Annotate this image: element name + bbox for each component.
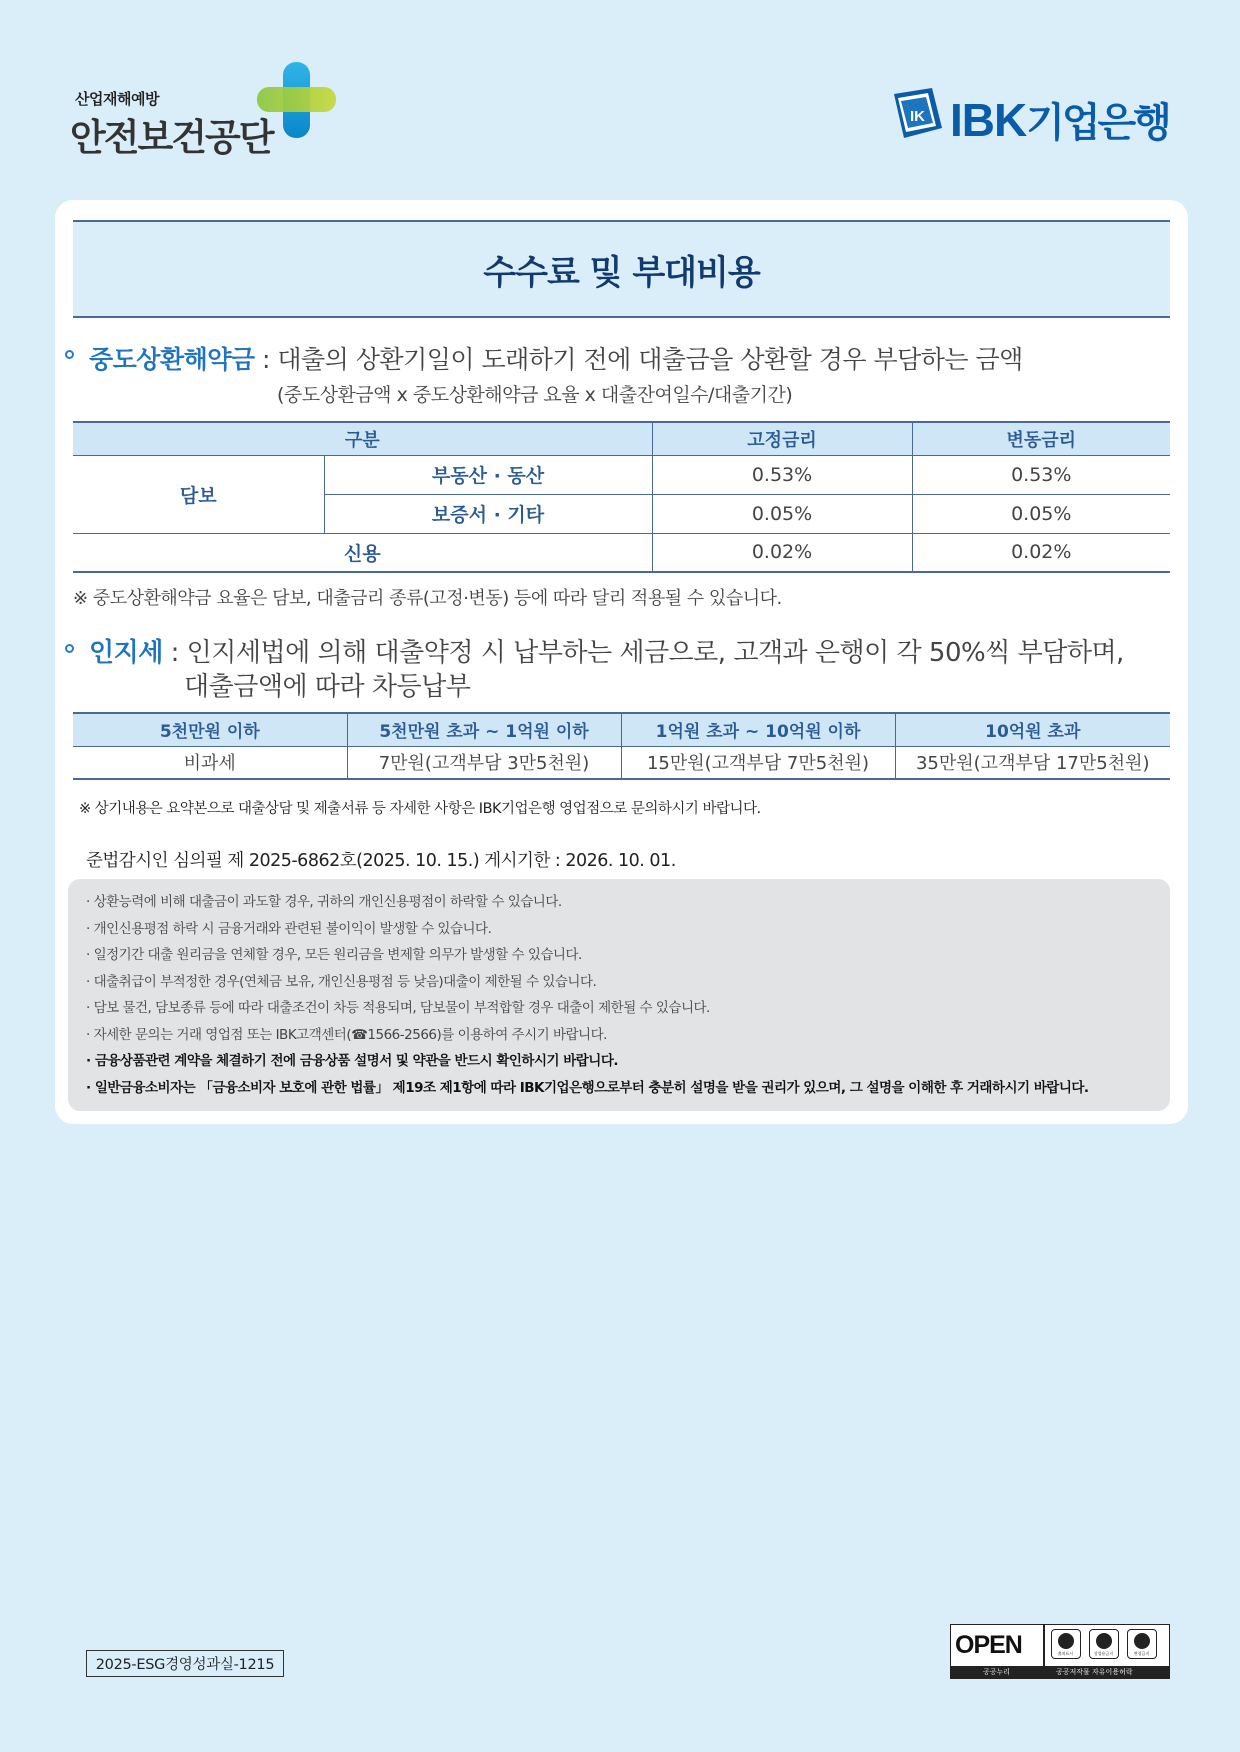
- prepayment-description: : 대출의 상환기일이 도래하기 전에 대출금을 상환할 경우 부담하는 금액: [254, 345, 1023, 374]
- bullet-circle-icon: [65, 350, 74, 359]
- header-category: 구분: [73, 422, 652, 455]
- cross-logo-icon: [253, 62, 343, 142]
- table-row: [73, 455, 1170, 494]
- warning-item: · 자세한 문의는 거래 영업점 또는 IBK고객센터(☎1566-2566)를 이용하여 주시기 바랍니다.: [86, 1026, 607, 1043]
- tax-value-tier-2: 7만원(고객부담 3만5천원): [347, 746, 621, 779]
- attribution-icon: 출처표시: [1051, 1629, 1081, 1659]
- row-label: 부동산 · 동산: [324, 455, 652, 494]
- warning-item-bold: · 금융상품관련 계약을 체결하기 전에 금융상품 설명서 및 약관을 반드시 확인하시기 바랍니다.: [86, 1053, 619, 1069]
- title-box: [73, 220, 1170, 318]
- header-variable-rate: 변동금리: [912, 422, 1170, 455]
- tax-value-tier-1: 비과세: [183, 753, 236, 775]
- stamp-tax-keyword: 인지세: [89, 638, 163, 668]
- variable-rate-value: 0.02%: [912, 533, 1170, 572]
- kosha-logo-subtitle: 산업재해예방: [75, 90, 159, 108]
- ibk-logo-latin: IBK: [950, 94, 1027, 146]
- no-commercial-icon: 상업용금지: [1089, 1629, 1119, 1659]
- stamp-tax-description: : 인지세법에 의해 대출약정 시 납부하는 세금으로, 고객과 은행이 각 50%씩 부담하며,: [162, 638, 1124, 668]
- summary-note: ※ 상기내용은 요약본으로 대출상담 및 제출서류 등 자세한 사항은 IBK기업은행 영업점으로 문의하시기 바랍니다.: [79, 801, 761, 817]
- kogl-left-caption: 공공누리: [983, 1668, 1011, 1676]
- table-header-row: [73, 713, 1170, 746]
- fee-card: [55, 200, 1188, 1124]
- header-tier-2: 5천만원 초과 ~ 1억원 이하: [347, 713, 621, 746]
- document-code: 2025-ESG경영성과실-1215: [86, 1650, 284, 1677]
- no-derivative-icon: 변경금지: [1127, 1629, 1157, 1659]
- header-tier-3: 1억원 초과 ~ 10억원 이하: [621, 713, 895, 746]
- stamp-tax-heading: [89, 632, 1124, 669]
- variable-rate-value: 0.05%: [912, 494, 1170, 533]
- header-tier-4: 10억원 초과: [895, 713, 1170, 746]
- kogl-open-label: OPEN: [955, 1631, 1022, 1659]
- table-row: [73, 533, 1170, 572]
- table-header-row: [73, 422, 1170, 455]
- page-title: 수수료 및 부대비용: [483, 252, 760, 293]
- prepayment-table: [73, 421, 1170, 573]
- kosha-logo-name: 안전보건공단: [70, 116, 273, 159]
- fixed-rate-value: 0.05%: [652, 494, 912, 533]
- warning-item: · 상환능력에 비해 대출금이 과도할 경우, 귀하의 개인신용평점이 하락할 수 있습니다.: [86, 894, 562, 910]
- warning-item: · 일정기간 대출 원리금을 연체할 경우, 모든 원리금을 변제할 의무가 발생할 수 있습니다.: [86, 947, 582, 963]
- compliance-review-line: 준법감시인 심의필 제 2025-6862호(2025. 10. 15.) 게시기한 : 2026. 10. 01.: [86, 851, 676, 871]
- header-tier-1: 5천만원 이하: [73, 713, 347, 746]
- row-label: 보증서 · 기타: [324, 494, 652, 533]
- ibk-logo-text: [950, 91, 1169, 148]
- bullet-circle-icon: [65, 644, 74, 653]
- header-fixed-rate: 고정금리: [652, 422, 912, 455]
- tax-value-tier-4: 35만원(고객부담 17만5천원): [895, 746, 1170, 779]
- fixed-rate-value: 0.53%: [652, 455, 912, 494]
- warning-box: [68, 879, 1170, 1111]
- ibk-logo-korean: 기업은행: [1026, 100, 1169, 146]
- prepayment-formula: (중도상환금액 x 중도상환해약금 요율 x 대출잔여일수/대출기간): [277, 384, 793, 406]
- warning-item: · 개인신용평점 하락 시 금융거래와 관련된 불이익이 발생할 수 있습니다.: [86, 920, 492, 937]
- ibk-symbol-icon: [888, 88, 944, 140]
- stamp-tax-description-2: 대출금액에 따라 차등납부: [184, 672, 471, 702]
- kogl-bottom-bar: [951, 1666, 1169, 1678]
- stamp-tax-section: [65, 632, 1175, 704]
- ibk-logo: [888, 88, 1173, 146]
- group-label-collateral: 담보: [73, 455, 324, 533]
- kogl-license-badge: [950, 1624, 1170, 1679]
- variable-rate-value: 0.53%: [912, 455, 1170, 494]
- prepayment-section: [65, 340, 1175, 410]
- tax-value-tier-3: 15만원(고객부담 7만5천원): [621, 746, 895, 779]
- fixed-rate-value: 0.02%: [652, 533, 912, 572]
- warning-item-bold: · 일반금융소비자는 「금융소비자 보호에 관한 법률」 제19조 제1항에 따라 IBK기업은행으로부터 충분히 설명을 받을 권리가 있으며, 그 설명을 이해한 후 거래하시기 바랍니다.: [86, 1079, 1089, 1096]
- kogl-right-caption: 공공저작물 자유이용허락: [1056, 1668, 1133, 1676]
- warning-item: · 담보 물건, 담보종류 등에 따라 대출조건이 차등 적용되며, 담보물이 부적합할 경우 대출이 제한될 수 있습니다.: [86, 1000, 710, 1016]
- prepayment-keyword: 중도상환해약금: [89, 345, 255, 374]
- table-row: [73, 746, 1170, 779]
- prepayment-heading: [89, 340, 1023, 376]
- svg-text:IK: IK: [910, 108, 925, 125]
- row-label: 신용: [343, 542, 381, 565]
- kosha-logo: [70, 62, 340, 157]
- stamp-tax-table: [73, 712, 1170, 780]
- warning-item: · 대출취급이 부적정한 경우(연체금 보유, 개인신용평점 등 낮음)대출이 제한될 수 있습니다.: [86, 973, 597, 990]
- kogl-divider: [1043, 1625, 1045, 1667]
- prepayment-note: ※ 중도상환해약금 요율은 담보, 대출금리 종류(고정·변동) 등에 따라 달리 적용될 수 있습니다.: [73, 588, 782, 609]
